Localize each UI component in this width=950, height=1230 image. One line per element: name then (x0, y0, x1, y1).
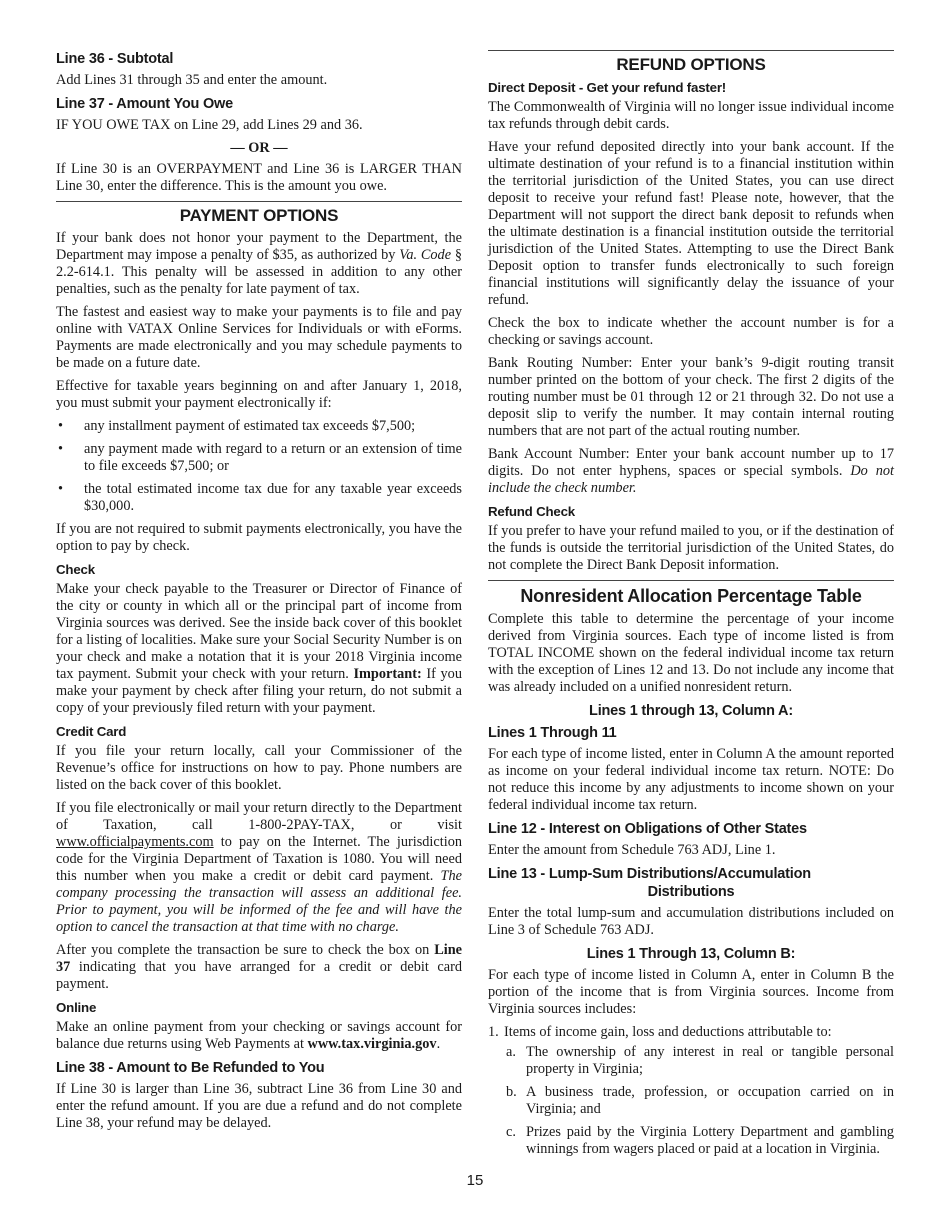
credit-card-p2: If you file electronically or mail your return directly to the Department of Taxation, call 1-800-2PAY-TAX, or visit www.officialpayments.com to pay on the Internet. The jurisdiction code for the Virginia Department of Taxation is 1080. You will need this number when you make a credit or debit card payment. The company processing the transaction will assess an additional fee. Prior to payment, you will be informed of the fee and will have the option to cancel the transaction at that time with no charge. (56, 800, 462, 935)
column-b-text: For each type of income listed in Column A, enter in Column B the portion of the income that is from Virginia sources. Income from Virginia sources includes: (488, 967, 894, 1017)
list-item: • any payment made with regard to a return or an extension of time to file exceeds $7,500; or (58, 441, 462, 474)
online-heading: Online (56, 1000, 97, 1015)
list-item: 1. Items of income gain, loss and deductions attributable to: (488, 1024, 832, 1040)
line36-text: Add Lines 31 through 35 and enter the amount. (56, 72, 328, 88)
bullet-icon: • (58, 441, 64, 457)
payment-options-p4: If you are not required to submit payments electronically, you have the option to pay by check. (56, 521, 462, 554)
credit-card-heading: Credit Card (56, 724, 127, 739)
refund-p5: Bank Account Number: Enter your bank account number up to 17 digits. Do not enter hyphens, spaces or special symbols. Do not include the check number. (488, 446, 894, 496)
line37-text2: If Line 30 is an OVERPAYMENT and Line 36 is LARGER THAN Line 30, enter the difference. This is the amount you owe. (56, 161, 462, 194)
check-text: Make your check payable to the Treasurer or Director of Finance of the city or county in which all or the principal part of income from Virginia sources was derived. See the inside back cover of this booklet for a listing of localities. Make sure your Social Security Number is on your check and make a notation that it is your 2018 Virginia income tax payment. Submit your check with your return. Important: If you make your payment by check after filing your return, do not submit a copy of your previously filed return with your payment. (56, 581, 462, 716)
line12-heading: Line 12 - Interest on Obligations of Other States (488, 821, 807, 837)
line37-heading: Line 37 - Amount You Owe (56, 96, 234, 112)
payment-options-heading: PAYMENT OPTIONS (179, 206, 339, 225)
online-text: Make an online payment from your checking or savings account for balance due returns using Web Payments at www.tax.virginia.gov. (56, 1019, 462, 1052)
line37-text1: IF YOU OWE TAX on Line 29, add Lines 29 and 36. (56, 117, 363, 133)
line13-heading: Line 13 - Lump-Sum Distributions/Accumulation Distributions (488, 866, 811, 900)
lines-1-11-text: For each type of income listed, enter in Column A the amount reported as income on your federal individual income tax return. NOTE: Do not reduce this income by any adjustments to income shown on your federal individual income tax return. (488, 746, 894, 813)
refund-p2: Have your refund deposited directly into your bank account. If the ultimate destination of your refund is to a financial institution within the territorial jurisdiction of the United States, you can use direct deposit to receive your refund fast! Please note, however, that the Department will not support the direct bank deposit to refunds when the ultimate destination is a financial institution outside the territorial jurisdiction of the United States. Attempting to use the Direct Bank Deposit option to transfer funds electronically to such foreign financial institutions will significantly delay the issuance of your refund. (488, 139, 894, 308)
refund-options-heading: REFUND OPTIONS (616, 55, 766, 74)
bullet-icon: • (58, 418, 64, 434)
or-separator: — OR — (230, 140, 288, 156)
refund-p6: If you prefer to have your refund mailed to you, or if the destination of the funds is outside the territorial jurisdiction of the United States, do not complete the Direct Bank Deposit information. (488, 523, 894, 573)
section-divider (488, 50, 894, 51)
refund-check-heading: Refund Check (488, 504, 575, 519)
list-item: c. Prizes paid by the Virginia Lottery Department and gambling winnings from wagers placed or paid at a location in Virginia. (506, 1124, 894, 1157)
lines-1-11-heading: Lines 1 Through 11 (488, 725, 617, 741)
section-divider (488, 580, 894, 581)
column-a-heading: Lines 1 through 13, Column A: (589, 703, 793, 719)
line13-text: Enter the total lump-sum and accumulation distributions included on Line 3 of Schedule 763 ADJ. (488, 905, 894, 938)
nonresident-p1: Complete this table to determine the percentage of your income derived from Virginia sources. Each type of income listed is from TOTAL INCOME shown on the federal individual income tax return with the exception of Lines 12 and 13. Do not include any income that was already included on a unified nonresident return. (488, 611, 894, 695)
line36-heading: Line 36 - Subtotal (56, 51, 174, 67)
credit-card-p1: If you file your return locally, call your Commissioner of the Revenue’s office for instructions on how to pay. Phone numbers are listed on the back cover of this booklet. (56, 743, 462, 793)
bullet-icon: • (58, 481, 64, 497)
line12-text: Enter the amount from Schedule 763 ADJ, Line 1. (488, 842, 776, 858)
nonresident-heading: Nonresident Allocation Percentage Table (520, 586, 862, 606)
line38-text: If Line 30 is larger than Line 36, subtract Line 36 from Line 30 and enter the refund amount. If you are due a refund and do not complete Line 38, your refund may be delayed. (56, 1081, 462, 1131)
credit-card-p3: After you complete the transaction be sure to check the box on Line 37 indicating that you have arranged for a credit or debit card payment. (56, 942, 462, 992)
column-b-heading: Lines 1 Through 13, Column B: (586, 946, 796, 962)
right-column (488, 46, 894, 1164)
section-divider (56, 201, 462, 202)
payment-options-p2: The fastest and easiest way to make your payments is to file and pay online with VATAX Online Services for Individuals or with eForms. Payments are made electronically and you may schedule payments to be made on a future date. (56, 304, 462, 371)
refund-p1: The Commonwealth of Virginia will no longer issue individual income tax refunds through debit cards. (488, 99, 894, 132)
payment-options-p3: Effective for taxable years beginning on and after January 1, 2018, you must submit your payment electronically if: (56, 378, 462, 411)
electronic-payment-conditions (56, 418, 462, 515)
check-heading: Check (56, 562, 95, 577)
line38-heading: Line 38 - Amount to Be Refunded to You (56, 1060, 325, 1076)
list-item: a. The ownership of any interest in real or tangible personal property in Virginia; (506, 1044, 894, 1077)
page (56, 46, 894, 1186)
page-number: 15 (466, 1172, 484, 1189)
tax-website-link[interactable]: www.tax.virginia.gov (307, 1036, 437, 1052)
refund-p4: Bank Routing Number: Enter your bank’s 9-digit routing transit number printed on the bottom of your check. The first 2 digits of the routing number must be 01 through 12 or 21 through 32. Do not use a deposit slip to verify the number. It may contain internal routing numbers that are not part of the actual routing number. (488, 355, 894, 439)
officialpayments-link[interactable]: www.officialpayments.com (56, 834, 214, 850)
list-item: • any installment payment of estimated tax exceeds $7,500; (58, 418, 416, 434)
list-item: b. A business trade, profession, or occupation carried on in Virginia; and (506, 1084, 894, 1117)
refund-p3: Check the box to indicate whether the account number is for a checking or savings account. (488, 315, 894, 348)
direct-deposit-heading: Direct Deposit - Get your refund faster! (488, 80, 727, 95)
payment-options-p1: If your bank does not honor your payment to the Department, the Department may impose a penalty of $35, as authorized by Va. Code § 2.2-614.1. This penalty will be assessed in addition to any other penalties, such as the penalty for late payment of tax. (56, 230, 462, 297)
left-column (56, 46, 462, 1138)
list-item: • the total estimated income tax due for any taxable year exceeds $30,000. (58, 481, 462, 514)
